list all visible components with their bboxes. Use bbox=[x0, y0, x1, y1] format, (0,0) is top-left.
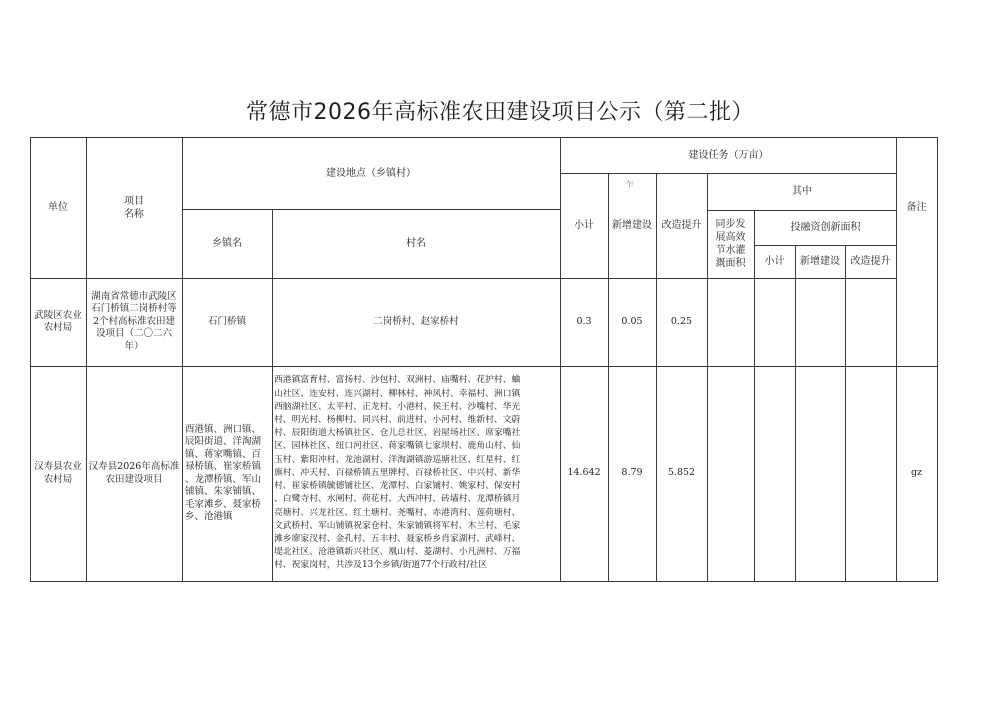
header-remarks: 备注 bbox=[906, 202, 927, 213]
header-fin-subtotal: 小计 bbox=[764, 256, 785, 267]
header-new-build: 新增建设 bbox=[612, 220, 652, 231]
table-border-bottom bbox=[30, 581, 938, 582]
header-project-name: 项目 名称 bbox=[124, 195, 144, 220]
header-town: 乡镇名 bbox=[212, 238, 242, 249]
row2-upgrade: 5.852 bbox=[667, 467, 696, 479]
header-location: 建设地点（乡镇村） bbox=[326, 167, 416, 179]
row1-upgrade: 0.25 bbox=[670, 315, 693, 327]
row1-unit: 武陵区农业 农村局 bbox=[34, 309, 82, 333]
row2-project: 汉寿县2026年高标准 农田建设项目 bbox=[88, 461, 180, 485]
row2-town: 酉港镇、洲口镇、 辰阳街道、洋淘湖 镇、蒋家嘴镇、百 禄桥镇、崔家桥镇 、龙潭桥镇、军山 铺镇、朱家铺镇、 毛家滩乡、聂家桥 乡、沧港镇 bbox=[185, 423, 262, 522]
row2-new-build: 8.79 bbox=[621, 467, 643, 479]
header-tasks: 建设任务（万亩） bbox=[688, 149, 769, 161]
header-village: 村名 bbox=[406, 238, 426, 249]
col-line bbox=[795, 245, 796, 582]
row1-new-build: 0.05 bbox=[621, 315, 643, 327]
row1-subtotal: 0.3 bbox=[576, 315, 592, 327]
row2-unit: 汉寿县农业 农村局 bbox=[34, 461, 82, 485]
row1-remarks bbox=[896, 278, 937, 366]
header-subtotal: 小计 bbox=[574, 220, 594, 231]
project-table bbox=[30, 137, 938, 582]
header-among: 其中 bbox=[792, 186, 812, 197]
row2-villages: 西港镇富育村、富扬村、沙包村、双洲村、庙嘴村、花护村、蛐 山社区、连安村、连兴湖村、柳林村、神风村、幸福村、洲口镇 西脑湖社区、太平村、正龙村、小港村、侯王村、沙嘴村、华光 村、明光村、杨柳村、同兴村、前进村、小河村、维新村、文蔚 村、辰阳街道大杨镇社区、仓儿总社区、岩屋场社区、席家嘴社 区、园林社区、纽口河社区、蒋家嘴镇七家坝村、鹿角山村、仙 玉村、紫阳冲村、龙池湖村、洋淘湖镇游巡塘社区、红星村、红 旗村、冲天村、百禄桥镇五里牌村、百禄桥社区、中兴村、新华 村、崔家桥镇毓德铺社区、龙潭村、白家铺村、姚家村、保安村 、白鹭寺村、水闸村、荷花村、大西冲村、砖墙村、龙潭桥镇月 亮塘村、兴龙社区、红土塘村、尧嘴村、赤港湾村、莲荷塘村、 文武桥村、军山铺镇祝家仓村、朱家铺镇将军村、木兰村、毛家 滩乡廖家汊村、金孔村、五丰村、聂家桥乡肖家湖村、武峰村、 堤北社区、沧港镇新兴社区、凰山村、菱湖村、小凡洲村、万福 村、祝家岗村，共涉及13个乡镇/街道77个行政村/社区 bbox=[274, 375, 521, 571]
col-line bbox=[845, 245, 846, 582]
header-fin-new: 新增建设 bbox=[800, 256, 840, 267]
stray-mark: 乍 bbox=[626, 179, 634, 189]
row2-subtotal: 14.642 bbox=[567, 467, 601, 479]
header-financing: 投融资创新面积 bbox=[790, 222, 861, 233]
page-title: 常德市2026年高标准农田建设项目公示（第二批） bbox=[246, 100, 754, 125]
table-border-right bbox=[937, 137, 938, 582]
row1-villages: 二岗桥村、赵家桥村 bbox=[373, 315, 459, 327]
row1-town: 石门桥镇 bbox=[207, 315, 246, 327]
header-fin-upgrade: 改造提升 bbox=[850, 256, 891, 267]
header-irrigation: 同步发 展高效 节水灌 溉面积 bbox=[715, 219, 746, 269]
header-upgrade: 改造提升 bbox=[661, 220, 702, 231]
row1-project: 湖南省常德市武陵区 石门桥镇二岗桥村等 2个村高标准农田建 设项目（二〇二六 年） bbox=[91, 290, 177, 352]
header-unit: 单位 bbox=[48, 202, 68, 213]
row2-remarks: gz bbox=[910, 467, 923, 479]
